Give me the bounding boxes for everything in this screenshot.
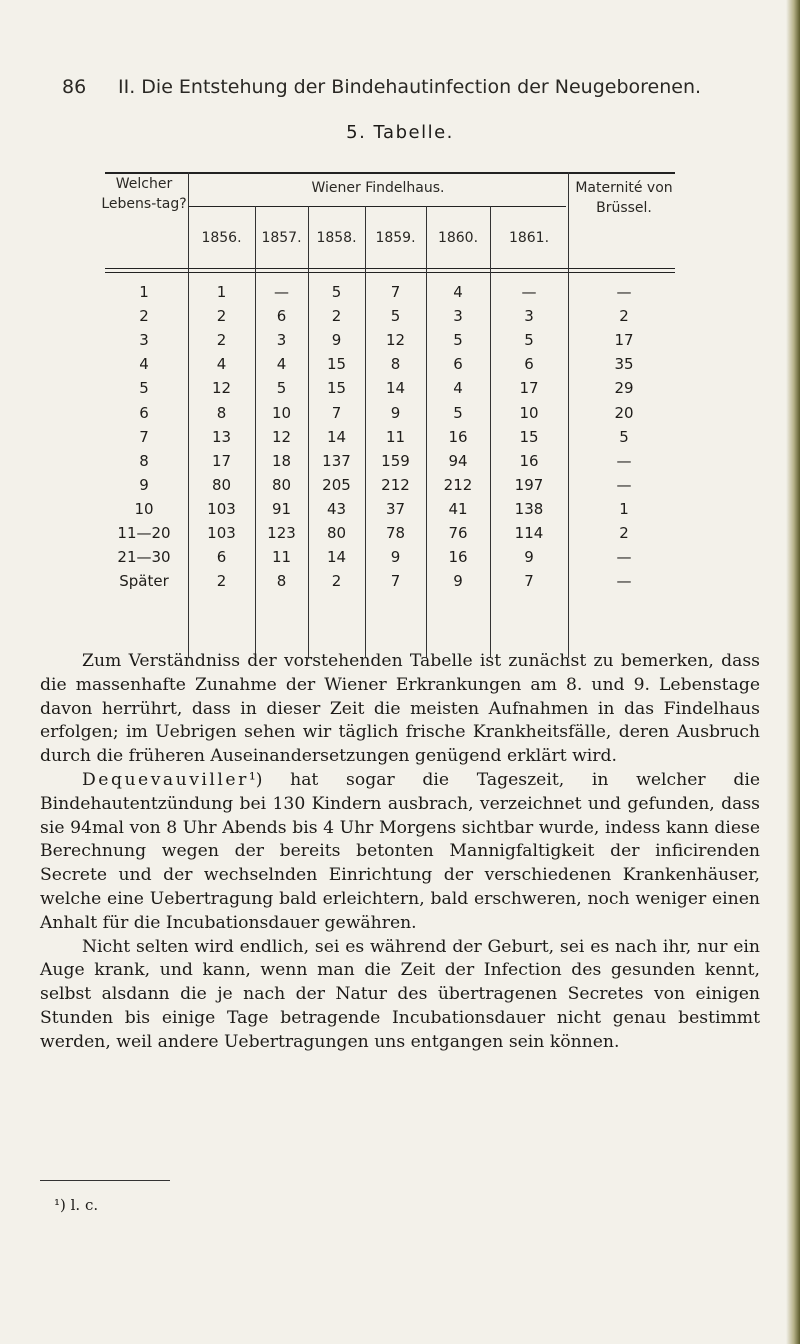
table-cell: 15 [519, 427, 539, 446]
header-vienna: Wiener Findelhaus. [311, 180, 445, 196]
table-cell: 17 [614, 331, 634, 350]
table-cell: 8 [216, 403, 227, 422]
table-cell: 15 [326, 355, 347, 374]
table-cell: 17 [211, 451, 232, 470]
year-header-rule [188, 206, 566, 207]
row-label: 7 [139, 427, 149, 446]
table-cell: 5 [453, 403, 463, 422]
table-cell: 14 [326, 427, 347, 446]
row-label: 1 [139, 283, 149, 301]
table-cell: 2 [216, 331, 227, 350]
running-title: II. Die Entstehung der Bindehautinfection der Neugeborenen. [118, 76, 702, 98]
table-cell: 2 [216, 307, 227, 326]
table-cell: 8 [390, 355, 401, 374]
table-cell: 138 [514, 499, 544, 518]
table-cell: 80 [211, 475, 232, 494]
table-cell: 5 [619, 427, 629, 446]
table-cell: 5 [331, 283, 342, 301]
year-header-1861: 1861. [508, 230, 550, 246]
author-name: Dequevauviller [82, 769, 249, 790]
table-cell: 6 [524, 355, 534, 374]
table-cell: 159 [381, 451, 410, 470]
page-edge [786, 0, 800, 1344]
row-label: Später [119, 572, 169, 591]
table-cell: 12 [271, 427, 292, 446]
table-cell: 94 [448, 451, 468, 470]
table-cell: 41 [448, 499, 468, 518]
table-cell: 10 [519, 403, 539, 422]
row-label: 2 [139, 307, 149, 326]
table-cell: 3 [276, 331, 287, 350]
table-cell: — [616, 572, 632, 591]
table-cell: 9 [390, 548, 401, 567]
year-header-1858: 1858. [316, 230, 357, 246]
table-cell: 123 [267, 524, 296, 542]
table-cell: 2 [331, 307, 342, 326]
table-cell: 4 [216, 355, 227, 374]
table-cell: 2 [216, 572, 227, 591]
table-cell: 5 [276, 379, 287, 398]
table-cell: 7 [524, 572, 534, 591]
table-cell: 14 [385, 379, 406, 398]
header-day [100, 174, 188, 214]
footnote-mark: ¹) [248, 769, 263, 790]
table-cell: 13 [211, 427, 232, 446]
row-label: 21—30 [117, 548, 171, 567]
table-cell: 11 [385, 427, 406, 446]
table-cell: 2 [331, 572, 342, 591]
table-cell: 5 [453, 331, 463, 350]
table-cell: 80 [271, 475, 292, 494]
table-cell: 9 [331, 331, 342, 350]
table-cell: — [616, 283, 632, 301]
body-text [40, 650, 760, 1055]
page-number: 86 [62, 76, 87, 98]
table-cell: 212 [443, 475, 473, 494]
table-cell: 2 [619, 307, 629, 326]
year-header-1860: 1860. [437, 230, 479, 246]
row-label: 5 [139, 379, 149, 398]
table-title: 5. Tabelle. [346, 122, 454, 143]
year-header-1856: 1856. [201, 230, 242, 246]
table-cell: 12 [211, 379, 232, 398]
table-cell: 6 [216, 548, 227, 567]
running-head [62, 76, 702, 106]
table-cell: 16 [448, 548, 468, 567]
table-cell: 103 [207, 524, 236, 542]
table-cell: 43 [326, 499, 347, 518]
table-cell: 3 [524, 307, 534, 326]
header-brussels [568, 178, 680, 218]
table-cell: 2 [619, 524, 629, 542]
table-cell: 9 [390, 403, 401, 422]
table-cell: 18 [271, 451, 292, 470]
table-cell: 10 [271, 403, 292, 422]
header-bottom-rule-2 [105, 272, 675, 273]
table-cell: — [274, 283, 289, 301]
year-header-1857: 1857. [261, 230, 302, 246]
row-label: 10 [134, 499, 154, 518]
table-cell: 17 [519, 379, 539, 398]
row-label: 8 [139, 451, 149, 470]
table-cell: 114 [514, 524, 544, 542]
header-bottom-rule-1 [105, 268, 675, 269]
year-header-1859: 1859. [375, 230, 416, 246]
table-cell: — [616, 475, 632, 494]
table-cell: 4 [453, 283, 463, 301]
table-cell: 29 [614, 379, 634, 398]
row-label: 3 [139, 331, 149, 350]
table-cell: — [616, 548, 632, 567]
table-cell: 12 [385, 331, 406, 350]
row-label: 4 [139, 355, 149, 374]
table-cell: 4 [453, 379, 463, 398]
table-cell: 9 [453, 572, 463, 591]
paragraph-1: Zum Verständniss der vorstehenden Tabelle ist zunächst zu bemerken, dass die massenhafte Zunahme der Wiener Erkrankungen am 8. und 9. Lebenstage davon herrührt, dass in dieser Zeit die meisten Aufnahmen in das Findelhaus erfolgen; im Uebrigen sehen wir täglich frische Krankheitsfälle, deren Ausbruch durch die früheren Auseinandersetzungen genügend erklärt wird. [40, 651, 760, 767]
table-cell: 35 [614, 355, 634, 374]
table-cell: — [616, 451, 632, 470]
row-label: 6 [139, 403, 149, 422]
table-cell: 6 [453, 355, 463, 374]
table-cell: 5 [390, 307, 401, 326]
table-cell: 197 [514, 475, 544, 494]
paragraph-2 [40, 769, 760, 936]
table-cell: 205 [322, 475, 351, 494]
footnote-rule [40, 1180, 170, 1181]
table-cell: 5 [524, 331, 534, 350]
paragraph-2-text: hat sogar die Tageszeit, in welcher die Bindehautentzündung bei 130 Kindern ausbrach, verzeichnet und gefunden, dass sie 94mal von 8 Uhr Abends bis 4 Uhr Morgens sichtbar wurde, indess kann diese Berechnung wegen der bereits betonten Mannigfaltigkeit der inficirenden Secrete und der wechselnden Einrichtung der verschiedenen Krankenhäuser, welche eine Uebertragung bald erleichtern, bald erschweren, noch weniger einen Anhalt für die Incubationsdauer gewähren. [40, 769, 760, 933]
table-cell: 3 [453, 307, 463, 326]
table-cell: 76 [448, 524, 468, 542]
table-cell: 212 [381, 475, 410, 494]
table-cell: 6 [276, 307, 287, 326]
table-cell: 15 [326, 379, 347, 398]
table-cell: 16 [448, 427, 468, 446]
row-label: 11—20 [117, 524, 171, 542]
table-cell: 4 [276, 355, 287, 374]
table-top-rule [105, 172, 675, 174]
table-cell: 80 [326, 524, 347, 542]
data-table [100, 172, 680, 658]
table-cell: 14 [326, 548, 347, 567]
table-cell: 1 [619, 499, 629, 518]
header-brussels-label: Maternité von Brüssel. [575, 180, 673, 216]
table-cell: 20 [614, 403, 634, 422]
table-cell: 137 [322, 451, 351, 470]
table-cell: 103 [207, 499, 236, 518]
table-cell: 7 [390, 572, 401, 591]
footnote: ¹) l. c. [54, 1196, 99, 1214]
table-cell: 37 [385, 499, 406, 518]
table-cell: 1 [216, 283, 227, 301]
table-cell: 7 [331, 403, 342, 422]
table-cell: 78 [385, 524, 406, 542]
table-cell: 11 [271, 548, 292, 567]
table-cell: 7 [390, 283, 401, 301]
table-cell: 8 [276, 572, 287, 591]
table-cell: 91 [271, 499, 292, 518]
table-cell: 16 [519, 451, 539, 470]
table-cell: 9 [524, 548, 534, 567]
table-cell: — [521, 283, 537, 301]
row-label: 9 [139, 475, 149, 494]
paragraph-3: Nicht selten wird endlich, sei es während der Geburt, sei es nach ihr, nur ein Auge krank, und kann, wenn man die Zeit der Infection des gesunden kennt, selbst alsdann die je nach der Natur des übertragenen Secretes von einigen Stunden bis einige Tage betragende Incubationsdauer nicht genau bestimmt werden, weil andere Uebertragungen uns entgangen sein können. [40, 936, 760, 1052]
header-day-label: Welcher Lebens-tag? [101, 176, 187, 212]
